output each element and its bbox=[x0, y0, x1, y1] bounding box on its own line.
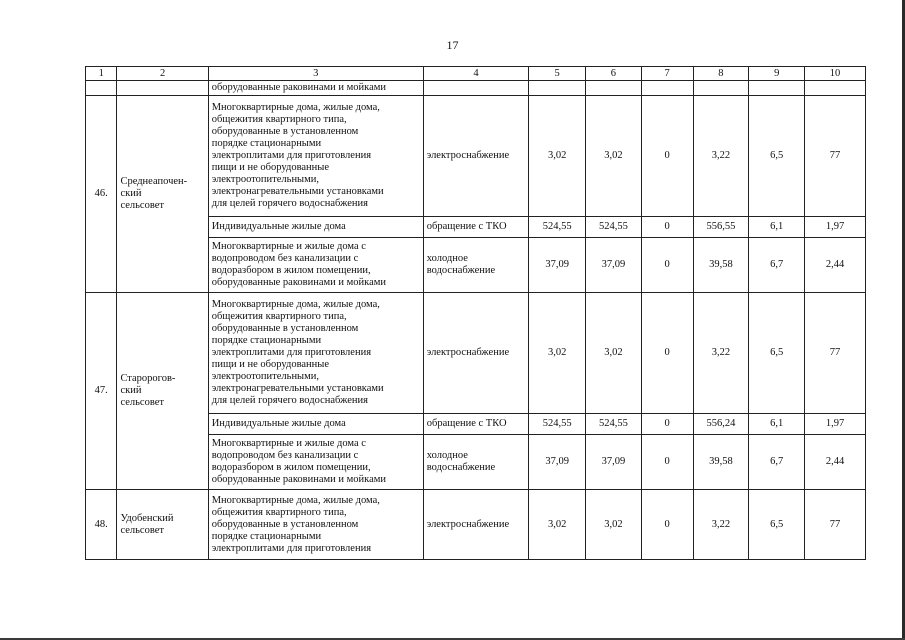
value-cell: 2,44 bbox=[805, 435, 866, 490]
value-cell: 0 bbox=[641, 96, 693, 217]
value-cell: 2,44 bbox=[805, 238, 866, 293]
column-header: 8 bbox=[693, 67, 749, 81]
settlement-name: Старорогов- ский сельсовет bbox=[117, 293, 208, 490]
value-cell: 1,97 bbox=[805, 217, 866, 238]
column-header: 5 bbox=[529, 67, 586, 81]
column-header: 1 bbox=[86, 67, 117, 81]
value-cell: 6,7 bbox=[749, 238, 805, 293]
row-number: 48. bbox=[86, 490, 117, 560]
value-cell: 3,02 bbox=[529, 293, 586, 414]
category-cell: Многоквартирные дома, жилые дома, общежития квартирного типа, оборудованные в установленном порядке стационарными электроплитами для приготовления пищи и не оборудованные электроотопительными, электронагревательными установками для целей горячего водоснабжения bbox=[208, 293, 423, 414]
value-cell: 77 bbox=[805, 293, 866, 414]
value-cell: 6,5 bbox=[749, 490, 805, 560]
value-cell: 0 bbox=[641, 435, 693, 490]
value-cell: 39,58 bbox=[693, 435, 749, 490]
category-cell: Многоквартирные дома, жилые дома, общежития квартирного типа, оборудованные в установленном порядке стационарными электроплитами для приготовления пищи и не оборудованные электроотопительными, электронагревательными установками для целей горячего водоснабжения bbox=[208, 96, 423, 217]
service-cell: электроснабжение bbox=[423, 490, 528, 560]
value-cell: 1,97 bbox=[805, 414, 866, 435]
value-cell: 77 bbox=[805, 490, 866, 560]
column-header: 6 bbox=[586, 67, 642, 81]
value-cell: 556,24 bbox=[693, 414, 749, 435]
column-header: 9 bbox=[749, 67, 805, 81]
value-cell: 3,22 bbox=[693, 293, 749, 414]
value-cell: 77 bbox=[805, 96, 866, 217]
value-cell: 524,55 bbox=[529, 414, 586, 435]
settlement-name: Удобенский сельсовет bbox=[117, 490, 208, 560]
service-cell: обращение с ТКО bbox=[423, 217, 528, 238]
category-cell: Многоквартирные и жилые дома с водопроводом без канализации с водоразбором в жилом помещении, оборудованные раковинами и мойками bbox=[208, 238, 423, 293]
value-cell: 524,55 bbox=[586, 414, 642, 435]
row-number: 47. bbox=[86, 293, 117, 490]
table-row bbox=[86, 293, 866, 414]
value-cell: 524,55 bbox=[529, 217, 586, 238]
value-cell: 6,1 bbox=[749, 217, 805, 238]
continuation-row bbox=[86, 81, 866, 96]
value-cell: 6,5 bbox=[749, 96, 805, 217]
category-cell: Индивидуальные жилые дома bbox=[208, 414, 423, 435]
value-cell: 6,7 bbox=[749, 435, 805, 490]
category-cell: Индивидуальные жилые дома bbox=[208, 217, 423, 238]
page-number: 17 bbox=[446, 38, 459, 52]
value-cell: 37,09 bbox=[586, 435, 642, 490]
service-cell: электроснабжение bbox=[423, 96, 528, 217]
value-cell: 3,22 bbox=[693, 490, 749, 560]
header-row bbox=[86, 67, 866, 81]
value-cell: 0 bbox=[641, 293, 693, 414]
value-cell: 3,02 bbox=[586, 96, 642, 217]
value-cell: 0 bbox=[641, 217, 693, 238]
column-header: 3 bbox=[208, 67, 423, 81]
category-cell: оборудованные раковинами и мойками bbox=[208, 81, 423, 96]
value-cell: 37,09 bbox=[529, 238, 586, 293]
value-cell: 0 bbox=[641, 490, 693, 560]
value-cell: 556,55 bbox=[693, 217, 749, 238]
value-cell: 0 bbox=[641, 414, 693, 435]
column-header: 10 bbox=[805, 67, 866, 81]
value-cell: 3,02 bbox=[529, 96, 586, 217]
table-row bbox=[86, 96, 866, 217]
row-number: 46. bbox=[86, 96, 117, 293]
value-cell: 39,58 bbox=[693, 238, 749, 293]
tariff-table bbox=[85, 66, 866, 560]
category-cell: Многоквартирные и жилые дома с водопроводом без канализации с водоразбором в жилом помещении, оборудованные раковинами и мойками bbox=[208, 435, 423, 490]
value-cell: 3,02 bbox=[529, 490, 586, 560]
settlement-name: Среднеапочен- ский сельсовет bbox=[117, 96, 208, 293]
service-cell: холодное водоснабжение bbox=[423, 238, 528, 293]
value-cell: 3,22 bbox=[693, 96, 749, 217]
column-header: 4 bbox=[423, 67, 528, 81]
value-cell: 6,1 bbox=[749, 414, 805, 435]
category-cell: Многоквартирные дома, жилые дома, общежития квартирного типа, оборудованные в установленном порядке стационарными электроплитами для приготовления bbox=[208, 490, 423, 560]
service-cell: электроснабжение bbox=[423, 293, 528, 414]
value-cell: 3,02 bbox=[586, 490, 642, 560]
value-cell: 37,09 bbox=[529, 435, 586, 490]
column-header: 2 bbox=[117, 67, 208, 81]
value-cell: 524,55 bbox=[586, 217, 642, 238]
service-cell: холодное водоснабжение bbox=[423, 435, 528, 490]
value-cell: 37,09 bbox=[586, 238, 642, 293]
column-header: 7 bbox=[641, 67, 693, 81]
value-cell: 0 bbox=[641, 238, 693, 293]
value-cell: 3,02 bbox=[586, 293, 642, 414]
service-cell: обращение с ТКО bbox=[423, 414, 528, 435]
value-cell: 6,5 bbox=[749, 293, 805, 414]
table-row bbox=[86, 490, 866, 560]
